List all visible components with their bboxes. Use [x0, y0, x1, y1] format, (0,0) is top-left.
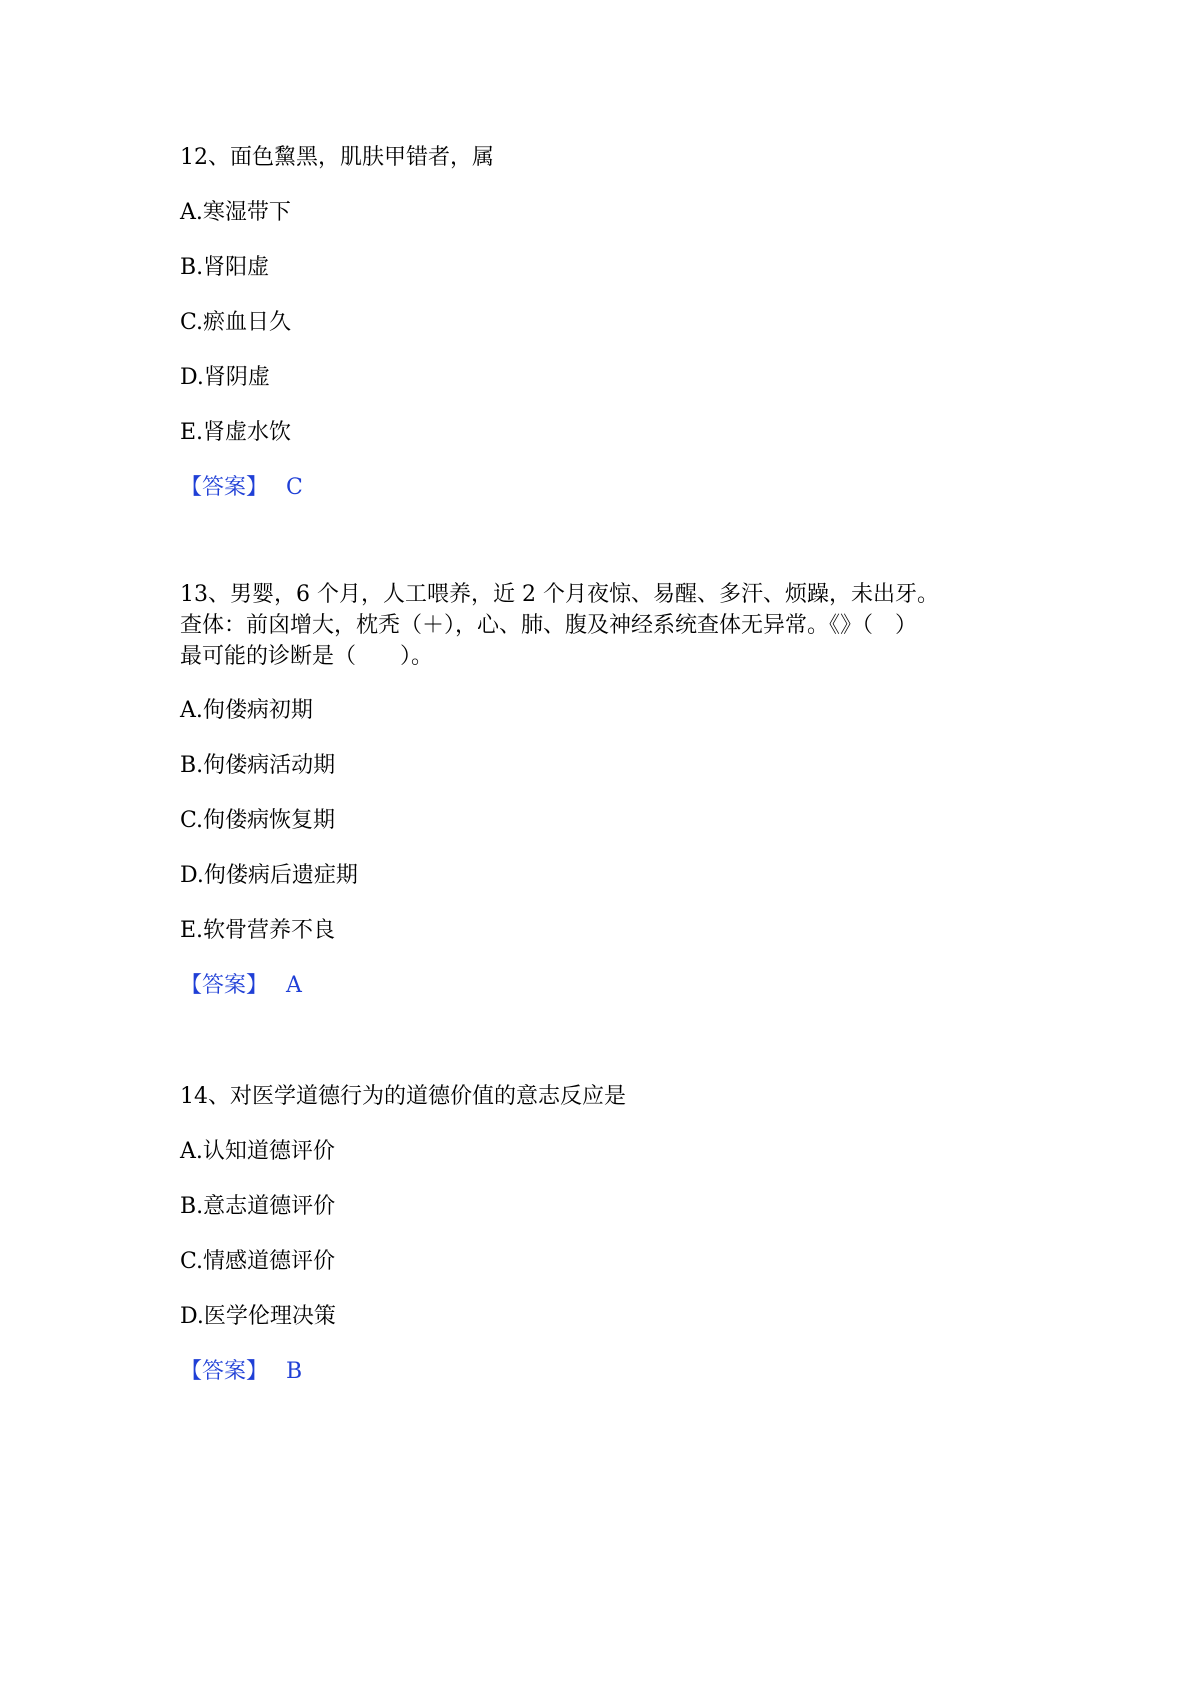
question-13-answer: [180, 974, 302, 998]
answer-value: C: [286, 475, 303, 500]
question-12-option-e: E.肾虚水饮: [180, 420, 292, 445]
question-14-option-a: A.认知道德评价: [180, 1139, 335, 1164]
question-14-stem: 14、对医学道德行为的道德价值的意志反应是: [180, 1084, 626, 1109]
question-13-option-d: D.佝偻病后遗症期: [180, 863, 358, 888]
answer-value: A: [286, 973, 302, 998]
question-14-option-d: D.医学伦理决策: [180, 1304, 336, 1329]
answer-label: 【答案】: [180, 475, 269, 500]
question-12-option-c: C.瘀血日久: [180, 310, 292, 335]
question-14-option-b: B.意志道德评价: [180, 1194, 336, 1219]
question-12-option-d: D.肾阴虚: [180, 365, 270, 390]
answer-label: 【答案】: [180, 1359, 269, 1384]
question-13-stem-line-2: 查体：前囟增大，枕秃（＋），心、肺、腹及神经系统查体无异常。《》（ ）: [180, 613, 918, 638]
question-13-option-c: C.佝偻病恢复期: [180, 808, 336, 833]
question-13-stem-line-3: 最可能的诊断是（ ）。: [180, 644, 434, 669]
question-13-stem-line-1: 13、男婴，6 个月，人工喂养，近 2 个月夜惊、易醒、多汗、烦躁，未出牙。: [180, 582, 939, 607]
question-13-option-a: A.佝偻病初期: [180, 698, 313, 723]
question-12-answer: [180, 476, 303, 500]
question-12-option-b: B.肾阳虚: [180, 255, 270, 280]
question-13-option-b: B.佝偻病活动期: [180, 753, 336, 778]
question-12-stem: 12、面色黧黑，肌肤甲错者，属: [180, 145, 494, 170]
answer-value: B: [286, 1359, 303, 1384]
answer-label: 【答案】: [180, 973, 269, 998]
question-14-answer: [180, 1360, 302, 1384]
question-12-option-a: A.寒湿带下: [180, 200, 291, 225]
question-13-option-e: E.软骨营养不良: [180, 918, 336, 943]
question-14-option-c: C.情感道德评价: [180, 1249, 336, 1274]
